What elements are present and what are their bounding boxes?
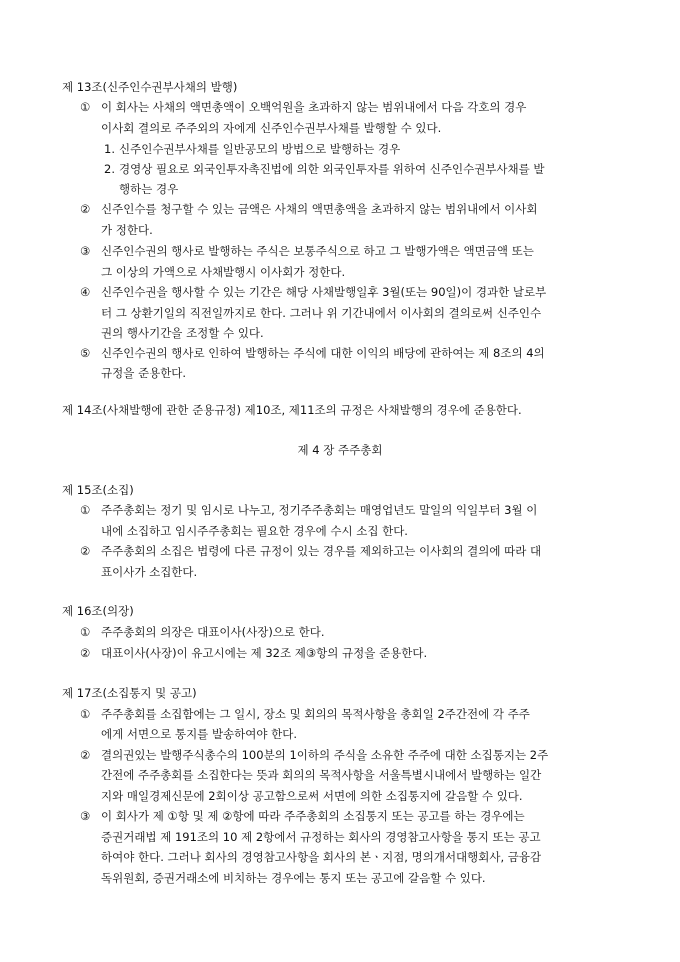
article-15-paragraph-2	[80, 543, 541, 559]
paragraph-text: 주주총회의 소집은 법령에 다른 규정이 있는 경우를 제외하고는 이사회의 결의에 따라 대	[101, 544, 542, 558]
article-13-paragraph-4-cont-2: 권의 행사기간을 조정할 수 있다.	[101, 326, 264, 340]
paragraph-number: ②	[80, 202, 91, 216]
paragraph-text: 주주총회의 의장은 대표이사(사장)으로 한다.	[101, 625, 325, 639]
article-17-paragraph-3-cont-1: 증권거래법 제 191조의 10 제 2항에서 규정하는 회사의 경영참고사항을 통지 또는 공고	[101, 830, 541, 844]
article-13-paragraph-3	[80, 243, 534, 259]
paragraph-number: ②	[80, 646, 91, 660]
article-15-paragraph-1-cont: 내에 소집하고 임시주주총회는 필요한 경우에 수시 소집 한다.	[101, 524, 408, 538]
paragraph-number: ②	[80, 748, 91, 762]
article-16-paragraph-1	[80, 624, 325, 640]
paragraph-number: ①	[80, 100, 91, 114]
article-17-paragraph-1	[80, 706, 530, 722]
article-17-paragraph-3	[80, 808, 525, 824]
paragraph-text: 이 회사가 제 ①항 및 제 ②항에 따라 주주총회의 소집통지 또는 공고를 하는 경우에는	[101, 809, 525, 823]
paragraph-text: 신주인수를 청구할 수 있는 금액은 사채의 액면총액을 초과하지 않는 범위내에서 이사회	[101, 202, 538, 216]
article-13-paragraph-5	[80, 345, 545, 361]
paragraph-number: ①	[80, 707, 91, 721]
article-17-paragraph-2	[80, 747, 548, 763]
paragraph-text: 신주인수권의 행사로 인하여 발행하는 주식에 대한 이익의 배당에 관하여는 제 8조의 4의	[101, 346, 545, 360]
paragraph-number: ③	[80, 244, 91, 258]
item-text: 경영상 필요로 외국인투자촉진법에 의한 외국인투자를 위하여 신주인수권부사채를 발	[119, 162, 545, 176]
paragraph-text: 신주인수권을 행사할 수 있는 기간은 해당 사채발행일후 3월(또는 90일)이 경과한 날로부	[101, 285, 547, 299]
article-16-paragraph-2	[80, 645, 427, 661]
article-17-paragraph-3-cont-3: 독위원회, 증권거래소에 비치하는 경우에는 통지 또는 공고에 갈음할 수 있다.	[101, 871, 486, 885]
paragraph-number: ④	[80, 285, 91, 299]
article-17-heading: 제 17조(소집통지 및 공고)	[62, 686, 197, 700]
article-14-text: 제 14조(사채발행에 관한 준용규정) 제10조, 제11조의 규정은 사채발행의 경우에 준용한다.	[62, 403, 522, 417]
paragraph-text: 신주인수권의 행사로 발행하는 주식은 보통주식으로 하고 그 발행가액은 액면금액 또는	[101, 244, 534, 258]
article-13-item-2	[104, 161, 545, 177]
item-number: 2.	[104, 162, 115, 176]
article-13-paragraph-4-cont-1: 터 그 상환기일의 직전일까지로 한다. 그러나 위 기간내에서 이사회의 결의로써 신주인수	[101, 306, 542, 320]
paragraph-text: 주주총회를 소집함에는 그 일시, 장소 및 회의의 목적사항을 총회일 2주간전에 각 주주	[101, 707, 530, 721]
article-13-paragraph-3-cont: 그 이상의 가액으로 사채발행시 이사회가 정한다.	[101, 265, 346, 279]
article-13-item-2-cont: 행하는 경우	[119, 182, 179, 196]
paragraph-text: 대표이사(사장)이 유고시에는 제 32조 제③항의 규정을 준용한다.	[101, 646, 428, 660]
paragraph-number: ①	[80, 503, 91, 517]
paragraph-number: ②	[80, 544, 91, 558]
paragraph-number: ③	[80, 809, 91, 823]
paragraph-text: 주주총회는 정기 및 임시로 나누고, 정기주주총회는 매영업년도 말일의 익일부터 3월 이	[101, 503, 538, 517]
paragraph-text: 결의권있는 발행주식총수의 100분의 1이하의 주식을 소유한 주주에 대한 소집통지는 2주	[101, 748, 549, 762]
paragraph-number: ①	[80, 625, 91, 639]
article-13-paragraph-4	[80, 284, 546, 300]
item-number: 1.	[104, 142, 115, 156]
article-15-paragraph-1	[80, 502, 537, 518]
item-text: 신주인수권부사채를 일반공모의 방법으로 발행하는 경우	[119, 142, 401, 156]
article-13-heading: 제 13조(신주인수권부사채의 발행)	[62, 80, 238, 94]
article-13-paragraph-2	[80, 201, 537, 217]
article-13-paragraph-1	[80, 99, 526, 115]
paragraph-number: ⑤	[80, 346, 91, 360]
chapter-4-title: 제 4 장 주주총회	[297, 443, 383, 457]
article-15-paragraph-2-cont: 표이사가 소집한다.	[101, 565, 198, 579]
article-17-paragraph-2-cont-1: 간전에 주주총회를 소집한다는 뜻과 회의의 목적사항을 서울특별시내에서 발행하는 일간	[101, 768, 542, 782]
article-15-heading: 제 15조(소집)	[62, 483, 134, 497]
article-13-paragraph-5-cont: 규정을 준용한다.	[101, 366, 187, 380]
article-17-paragraph-1-cont: 에게 서면으로 통지를 발송하여야 한다.	[101, 727, 298, 741]
article-17-paragraph-2-cont-2: 지와 매일경제신문에 2회이상 공고함으로써 서면에 의한 소집통지에 갈음할 수 있다.	[101, 789, 523, 803]
paragraph-text: 이 회사는 사채의 액면총액이 오백억원을 초과하지 않는 범위내에서 다음 각호의 경우	[101, 100, 527, 114]
article-17-paragraph-3-cont-2: 하여야 한다. 그러나 회사의 경영참고사항을 회사의 본ㆍ지점, 명의개서대행회사, 금융감	[101, 850, 542, 864]
article-16-heading: 제 16조(의장)	[62, 604, 134, 618]
article-13-paragraph-2-cont: 가 정한다.	[101, 223, 153, 237]
article-13-paragraph-1-cont: 이사회 결의로 주주외의 자에게 신주인수권부사채를 발행할 수 있다.	[101, 121, 442, 135]
article-13-item-1	[104, 141, 400, 157]
